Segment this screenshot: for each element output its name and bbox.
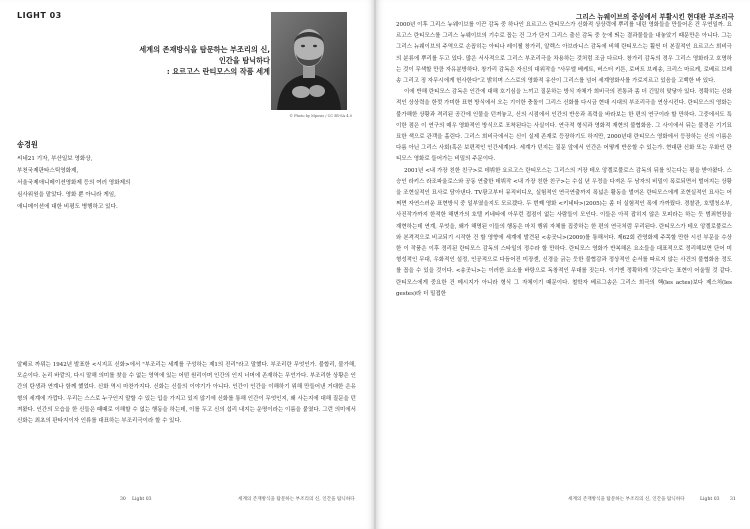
left-page bbox=[0, 0, 374, 529]
author-bio-line: 씨네21 기자, 부산일보 영화상, bbox=[17, 156, 93, 162]
director-photo bbox=[271, 12, 347, 110]
body-paragraph: 이에 반해 란티모스 감독은 인간에 대해 호기심을 느끼고 질문하는 방식 자체가 희비극의 전통과 좀 더 긴밀히 맞닿아 있다. 정확히는 신화적인 상상력을 한껏 가미한 표현 방식에서 오는 기이한 충돌이 그리스 신화를 다시금 현대 시대의 부조리극을 연상시킨다. 란티모스의 영화는 불가해한 상황과 격리된 공간에 인물을 던져놓고, 신의 시점에서 인간의 반응과 폭력을 바라보는 한 편의 연구이라 할 만하다. 그중에서도 특이한 점은 이 연구의 매우 영화적인 방식으로 포착된다는 사실이다. 연극적 형식과 영화적 재현의 불협화음. 그 사이에서 뒤는 불경은 기기묘묘한 색으로 관객을 홀린다. 그리스 희비극에서는 신이 실제 존재로 등장하기도 하지만, 2000년대 란티모스 영화에서 등장하는 신의 이름은 다름 아닌 그리스 사회(혹은 보편적인 인간세계)다. 세계가 던지는 질문 앞에서 인간은 어떻게 반응할 수 있는가. 현대판 신화 또는 우화인 란티모스 영화로 들어가는 비밀의 주문이다. bbox=[396, 89, 732, 163]
page-number: 31 bbox=[730, 497, 736, 502]
photo-credit: © Photo by Mposis / CC BY-SA 4.0 bbox=[289, 114, 352, 118]
section-label: LIGHT 03 bbox=[17, 11, 62, 20]
author-bio bbox=[17, 154, 217, 214]
right-page bbox=[376, 0, 750, 529]
author-bio-line: 애니메이션에 대한 비평도 병행하고 있다. bbox=[17, 203, 118, 210]
footer-title: 세계의 존재방식을 탐문하는 부조리의 신, 인간을 탐닉하다 bbox=[568, 497, 685, 502]
magazine-name: Light 03 bbox=[132, 497, 152, 502]
body-paragraph: 2000년 이후 그리스 뉴웨이브를 이끈 감독 중 하나인 요르고스 란티모스가 신화적 상상력에 뿌리를 내린 영화들을 만들어온 건 우연일까. 요르고스 란티모스를 그리스 뉴웨이브의 기수로 꼽는 건 그가 단지 그리스 출신 감독 중 눈에 띄는 결과물들을 내놓았기 때문만은 아니다. 그는 그리스 뉴웨이브의 주역으로 손꼽히는 아티나 레이첼 창가리, 알렉스 아브라니스 감독에 비해 란티모스는 훨씬 더 본질적인 요르고스 희비극의 분류에 뿌리를 두고 있다. 많은 서사적으로 그리스 부조리극을 차용하는 것처럼 조금 다르다. 창가리 감독의 경우 그리스 영화라고 호명하는 것이 무색할 만큼 자유분방하다. 창가리 감독은 자신의 대위작을 "사무엘 베케트, 버스터 키튼, 로버트 브레송, 크리스 마르케, 로베르 브레송 그리고 징 자무시에게 헌사한다"고 밝히며 스스로의 영화적 유산이 그리스를 넘어 세계영화사를 가로지르고 있음을 고백한 바 있다. bbox=[396, 22, 732, 85]
body-paragraph: 2001년 <내 가장 친한 친구>로 데뷔한 요르고스 란티모스는 그리스의 거장 테오 앙겔로풀로스 감독의 뒤를 잇는다는 평을 받아왔다. 스승인 라키스 라조파울로스와 공동 연출한 데뷔작 <내 가장 친한 친구>는 수십 년 우정을 다져온 두 남자의 비밀이 폭로되면서 벌어지는 상황을 조현실적인 묘사로 담아낸다. TV광고부터 뮤직비디오, 실험적인 연극연출까지 폭넓은 활동을 벌여온 란티모스에게 조현실적인 묘사는 어쩌면 자연스러운 표현방식 중 일부였을지도 모르겠다. 두 번째 영화 <키네타>(2005)는 좀 더 실험적인 폭에 가까웠다. 경찰관, 호텔청소부, 사진작가까지 한적한 해변가의 호텔 키네타에 아무런 접점이 없는 사람들이 모인다. 이들은 아직 잡히지 않은 모피라는 하는 듯 범죄현장을 재현하는데 연계, 무엇을, 왜가 해명된 이들의 행동은 마치 행위 자체를 집중하는 한 편의 연극처럼 무리된다. 란티모스가 테오 앙겔로풀로스와 본격적으로 비교되기 시작한 건 할 영향에 세계에 발견된 <송곳니>(2009)를 통해서다. 제62회 칸영화제 주목할 만한 시선 부문을 수상한 이 작품은 이후 정리된 란티모스 감독의 스타일의 정수라 할 만하다. 란티모스 영화가 반복해온 요소들을 대표적으로 정리해보면 단어 미형성적인 무대, 우화적인 설정, 인공적으로 다듬어진 미장센, 신경을 긁는 듯한 불협감과 정상적인 순서를 따르지 않는 사건의 불협화음 정도를 꼽을 수 있을 것이다. <송곳니>는 이러한 요소를 바탕으로 독창적인 무대를 짓는다. 이기엔 정확하게 '갓는다'는 표현이 어울릴 것 같다. 란티모스에게 중요한 건 메시지가 아니라 형식 그 자체이기 때문이다. 철학자 베르그송은 그리스 희극의 핵(les actes)보다 제스처(les gestes)라 더 밀접한 bbox=[396, 167, 732, 297]
page-number: 30 bbox=[120, 497, 126, 502]
author-bio-line: 부천국제판타스틱영화제, bbox=[17, 167, 79, 174]
body-paragraph: 알베르 까뮈는 1942년 발표한 <시지프 신화>에서 "부조리는 세계를 구성하는 제1의 진리"라고 말했다. 부조리란 무엇인가. 불합리, 불가해, 모순이다. 논리 바깥의, 다시 말해 의미를 찾을 수 없는 영역에 있는 어떤 원리이며 인간의 인지 너머에 존재하는 무언가다. 부조리한 상황은 인간의 탄생과 연계나 함께 했었다. 신화 역시 마찬가지다. 신화는 신들의 이야기가 아니다. 인간이 인간을 이해하기 위해 만들어낸 거대한 은유형의 세계에 가깝다. 우리는 스스로 누구인지 말할 수 있는 입을 가지고 있지 않기에 신화를 통해 인간이 무엇인지, 왜 사는지에 대해 질문을 던져왔다. 인간의 모습을 한 신들은 때때로 이해할 수 없는 행동을 하는데, 이를 두고 신의 섭리 내지는 운명이라는 이름을 붙였다. 그런 의미에서 신화는 최초의 판타지이자 인류를 대표하는 부조리극이라 할 수 있다. bbox=[17, 362, 356, 425]
title-line: 세계의 존재방식을 탐문하는 부조리의 신, bbox=[139, 45, 270, 54]
footer-title: 세계의 존재방식을 탐문하는 부조리의 신, 인간을 탐닉하다 bbox=[238, 497, 355, 502]
author-bio-line: 서울국제애니메이션영화제 등의 여러 영화제의 bbox=[17, 179, 131, 186]
left-body-text bbox=[17, 360, 356, 490]
title-line: 인간을 탐닉하다 bbox=[218, 56, 270, 65]
title-line: : 요르고스 란티모스의 작품 세계 bbox=[166, 67, 270, 76]
running-title: 그리스 뉴웨이브의 중심에서 부활시킨 현대판 부조리극 bbox=[576, 13, 734, 21]
author-name: 송경원 bbox=[17, 140, 38, 149]
article-title bbox=[110, 44, 270, 77]
magazine-name: Light 03 bbox=[700, 497, 720, 502]
right-body-text bbox=[396, 20, 732, 490]
author-bio-line: 심사위원을 맡았다. 영화 뿐 아니라 게임, bbox=[17, 191, 116, 198]
